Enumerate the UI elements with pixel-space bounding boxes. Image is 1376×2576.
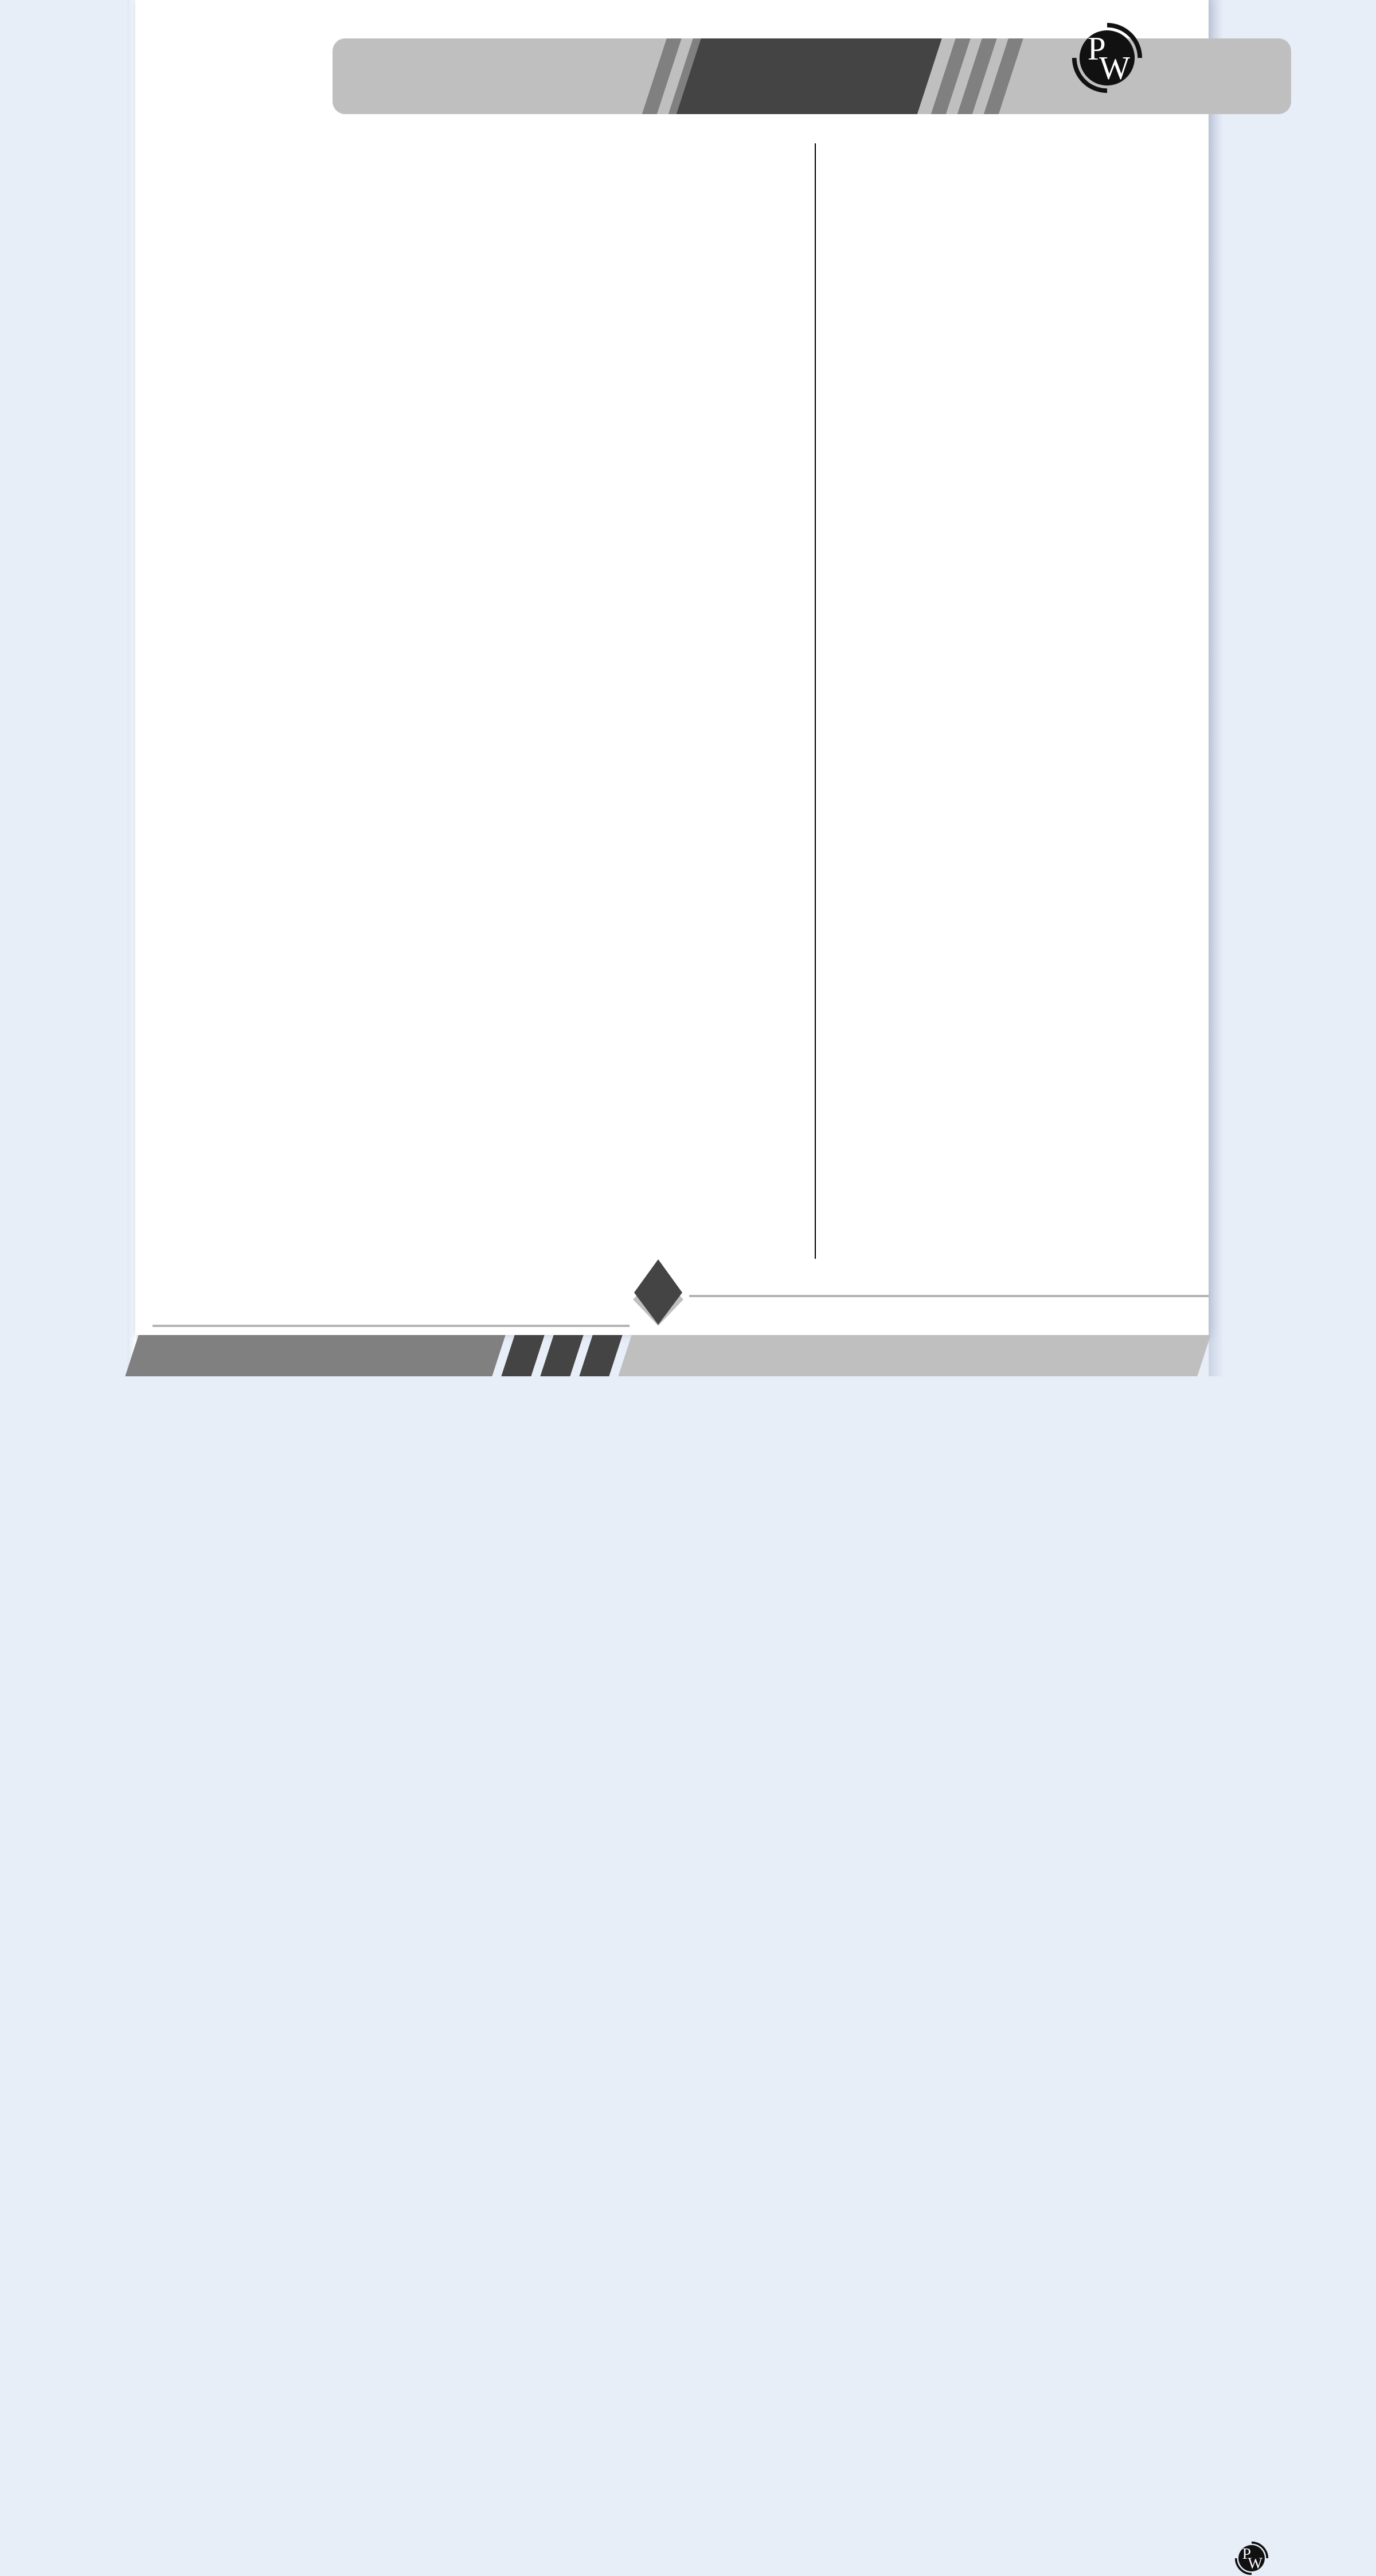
- right-column: [847, 143, 1306, 1267]
- footer-rule-right: [689, 1295, 1209, 1297]
- svg-text:W: W: [1099, 50, 1130, 87]
- bottom-stripe: [501, 1335, 544, 1376]
- bottom-stripe: [125, 1335, 505, 1376]
- banner-title: [333, 38, 1291, 114]
- pw-logo-footer: [1234, 2540, 1269, 2576]
- bottom-stripe: [540, 1335, 583, 1376]
- page-sheet: [135, 0, 1263, 2572]
- question-item: [325, 143, 783, 157]
- bottom-decoration: [0, 1335, 1376, 1376]
- question-body: [370, 143, 783, 157]
- svg-text:W: W: [1248, 2554, 1263, 2572]
- question-number: [325, 143, 370, 157]
- page-footer: [135, 1262, 1263, 2572]
- bottom-stripe: [618, 1335, 1210, 1376]
- left-column: [325, 143, 783, 1267]
- exercise-banner: [333, 38, 1291, 114]
- question-columns: [325, 143, 1306, 1267]
- option-list: [370, 146, 783, 154]
- bottom-stripe: [579, 1335, 622, 1376]
- column-divider: [815, 143, 816, 1259]
- column-gap: [783, 143, 847, 1267]
- pw-logo-header: [1070, 21, 1144, 95]
- svg-text:P: P: [1087, 30, 1106, 67]
- footer-rule-left: [153, 1325, 630, 1327]
- page-number-badge: [626, 1257, 690, 1333]
- svg-text:P: P: [1242, 2545, 1251, 2563]
